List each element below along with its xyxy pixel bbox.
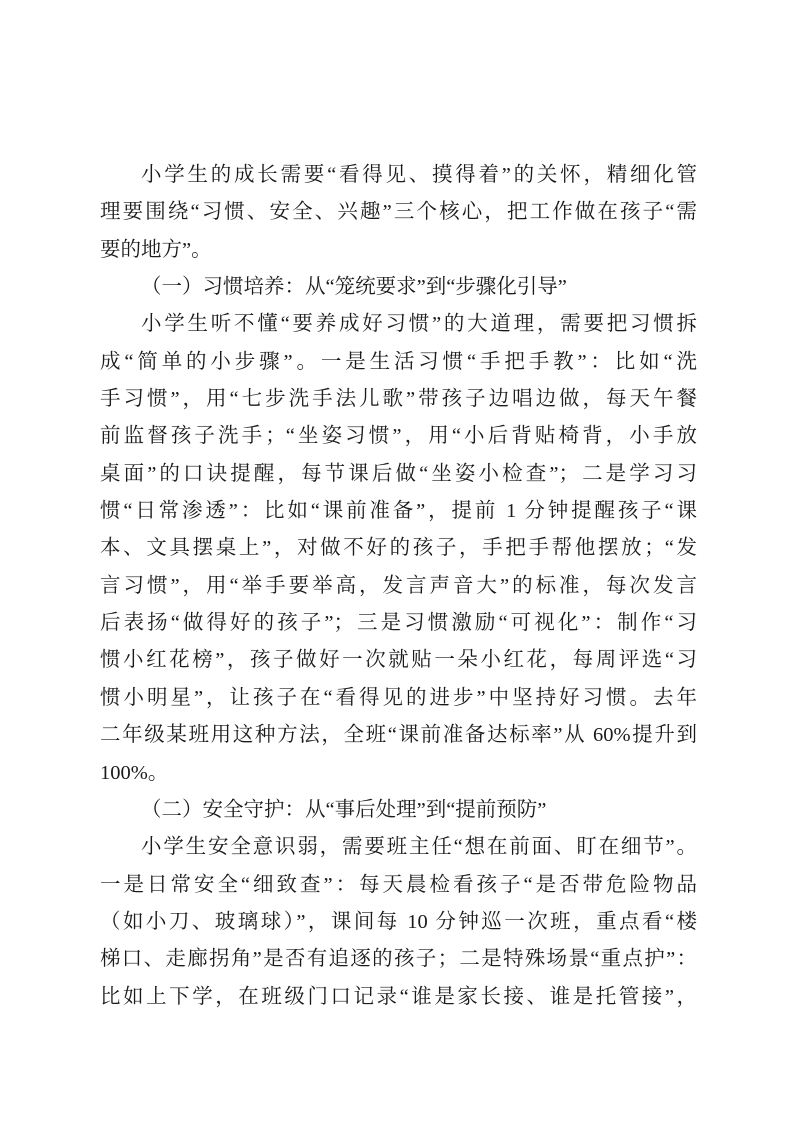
text-line: 理要围绕“习惯、安全、兴趣”三个核心，把工作做在孩子“需 (100, 201, 697, 224)
text-line: 小学生的成长需要“看得见、摸得着”的关怀，精细化管 (141, 164, 697, 186)
text-line: 后表扬“做得好的孩子”；三是习惯激励“可视化”：制作“习 (100, 612, 697, 635)
text-line: 桌面”的口诀提醒，每节课后做“坐姿小检查”；二是学习习 (100, 462, 697, 485)
text-line: 成“简单的小步骤”。一是生活习惯“手把手教”：比如“洗 (100, 350, 697, 373)
text-line: 二年级某班用这种方法，全班“课前准备达标率”从 60%提升到 (100, 724, 697, 747)
text-line: 手习惯”，用“七步洗手法儿歌”带孩子边唱边做，每天午餐 (100, 388, 697, 411)
text-line: 小学生安全意识弱，需要班主任“想在前面、盯在细节”。 (141, 836, 697, 859)
text-line: 言习惯”，用“举手要举高，发言声音大”的标准，每次发言 (100, 574, 697, 597)
text-line: 一是日常安全“细致查”：每天晨检看孩子“是否带危险物品 (100, 873, 697, 896)
text-line: （如小刀、玻璃球）”，课间每 10 分钟巡一次班，重点看“楼 (100, 910, 697, 933)
text-line: 惯小红花榜”，孩子做好一次就贴一朵小红花，每周评选“习 (100, 649, 697, 672)
text-line: 100%。 (100, 761, 169, 784)
text-line: 本、文具摆桌上”，对做不好的孩子，手把手帮他摆放；“发 (100, 537, 697, 560)
text-line: 要的地方”。 (100, 238, 212, 261)
text-line: 惯小明星”，让孩子在“看得见的进步”中坚持好习惯。去年 (100, 686, 697, 709)
section-heading: （一）习惯培养：从“笼统要求”到“步骤化引导” (141, 276, 567, 299)
text-line: 比如上下学，在班级门口记录“谁是家长接、谁是托管接”， (100, 985, 697, 1008)
text-line: 梯口、走廊拐角”是否有追逐的孩子；二是特殊场景“重点护”： (100, 948, 697, 971)
text-line: 小学生听不懂“要养成好习惯”的大道理，需要把习惯拆 (141, 313, 697, 336)
section-heading: （二）安全守护：从“事后处理”到“提前预防” (141, 798, 547, 821)
text-line: 前监督孩子洗手；“坐姿习惯”，用“小后背贴椅背，小手放 (100, 425, 697, 448)
document-body (100, 157, 697, 1016)
text-line: 惯“日常渗透”：比如“课前准备”，提前 1 分钟提醒孩子“课 (100, 500, 697, 523)
